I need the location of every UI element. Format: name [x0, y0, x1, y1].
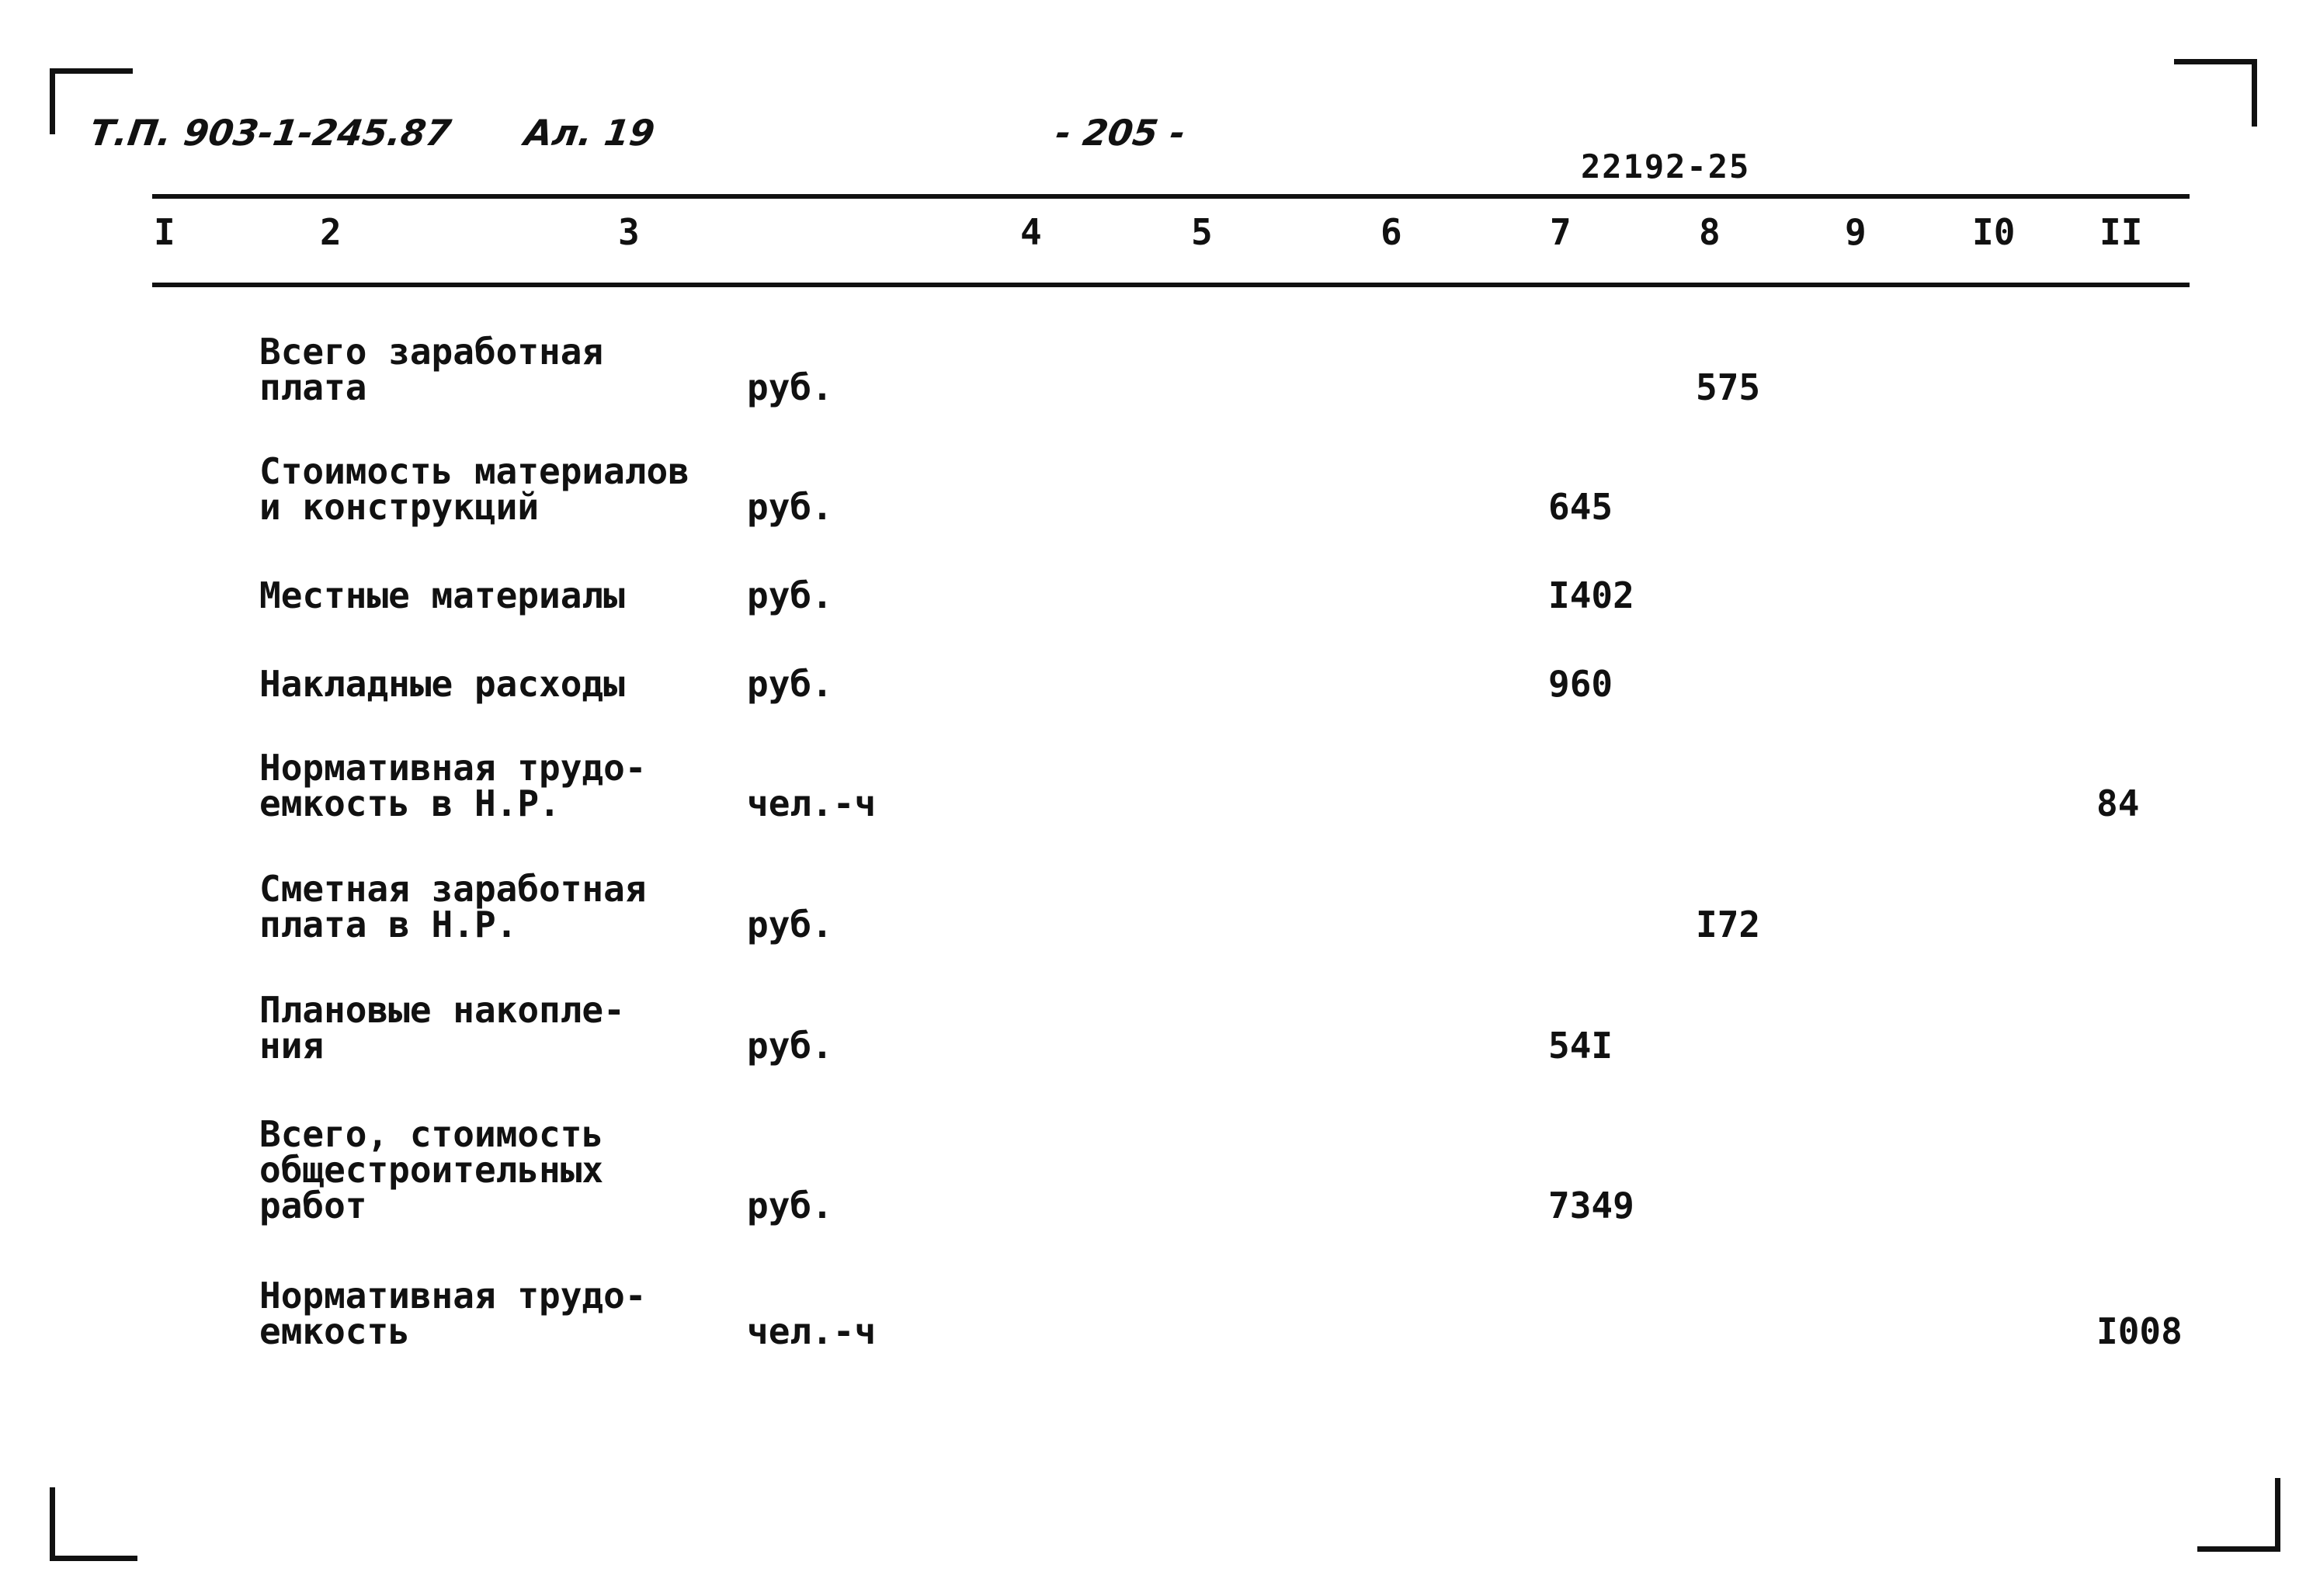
row-value: I008	[2096, 1310, 2183, 1352]
document-id: 22192-25	[1581, 147, 1751, 186]
row-value: I402	[1548, 574, 1634, 616]
row-unit: руб.	[747, 663, 833, 705]
row-value: 960	[1548, 663, 1613, 705]
column-number-9: 9	[1845, 211, 1867, 253]
row-unit: руб.	[747, 366, 833, 408]
table-header-rule	[152, 283, 2190, 287]
page-number: - 205 -	[1053, 112, 1189, 154]
row-label: Всего заработная плата	[259, 331, 604, 408]
document-code: Т.П. 903-1-245.87	[87, 112, 454, 154]
column-number-8: 8	[1699, 211, 1721, 253]
column-number-4: 4	[1020, 211, 1042, 253]
column-number-10: I0	[1972, 211, 2016, 253]
row-unit: чел.-ч	[747, 782, 877, 824]
row-label: Нормативная трудо- емкость	[259, 1275, 647, 1352]
column-number-5: 5	[1191, 211, 1213, 253]
frame-corner-top-right	[2174, 59, 2257, 127]
frame-corner-bottom-right	[2197, 1478, 2280, 1552]
row-unit: руб.	[747, 1025, 833, 1067]
row-value: I72	[1696, 904, 1761, 945]
row-unit: чел.-ч	[747, 1310, 877, 1352]
row-value: 645	[1548, 486, 1613, 528]
row-value: 84	[2096, 782, 2140, 824]
frame-corner-bottom-left	[50, 1487, 137, 1561]
row-value: 7349	[1548, 1185, 1634, 1226]
table-top-rule	[152, 194, 2190, 199]
row-label: Всего, стоимость общестроительных работ	[259, 1113, 604, 1226]
column-number-3: 3	[618, 211, 640, 253]
row-label: Стоимость материалов и конструкций	[259, 450, 689, 528]
sheet-label: Ал. 19	[522, 112, 658, 154]
column-number-11: II	[2099, 211, 2143, 253]
column-number-1: I	[154, 211, 175, 253]
row-label: Местные материалы	[259, 574, 625, 616]
row-label: Нормативная трудо- емкость в Н.Р.	[259, 747, 647, 824]
column-number-7: 7	[1550, 211, 1572, 253]
row-label: Накладные расходы	[259, 663, 625, 705]
row-value: 54I	[1548, 1025, 1613, 1067]
row-unit: руб.	[747, 486, 833, 528]
row-unit: руб.	[747, 904, 833, 945]
column-number-6: 6	[1381, 211, 1402, 253]
column-number-2: 2	[320, 211, 342, 253]
row-value: 575	[1696, 366, 1761, 408]
row-label: Сметная заработная плата в Н.Р.	[259, 868, 647, 945]
row-label: Плановые накопле- ния	[259, 989, 625, 1067]
row-unit: руб.	[747, 574, 833, 616]
row-unit: руб.	[747, 1185, 833, 1226]
